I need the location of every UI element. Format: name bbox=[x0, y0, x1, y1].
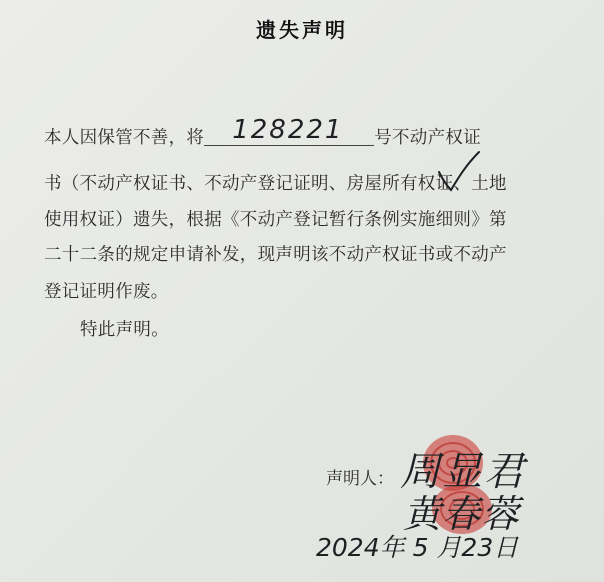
paragraph-line-3: 使用权证）遗失，根据《不动产登记暂行条例实施细则》第 bbox=[44, 210, 507, 230]
closing-statement: 特此声明。 bbox=[80, 320, 169, 340]
signature-2: 黄春蓉 bbox=[403, 492, 521, 536]
paragraph-line-2: 书（不动产权证书、不动产登记证明、房屋所有权证、土地 bbox=[44, 174, 507, 194]
paragraph-line-1-after: 号不动产权证 bbox=[374, 128, 482, 148]
document-title: 遗失声明 bbox=[256, 18, 348, 42]
paragraph-line-1-before: 本人因保管不善，将 bbox=[44, 128, 205, 148]
signature-1: 周显君 bbox=[400, 449, 526, 495]
certificate-number-blank bbox=[204, 115, 374, 146]
handwritten-date: 2024年 5 月23日 bbox=[316, 533, 519, 562]
declarant-label: 声明人： bbox=[326, 469, 394, 489]
check-mark-icon bbox=[433, 150, 483, 198]
paragraph-line-4: 二十二条的规定申请补发，现声明该不动产权证书或不动产 bbox=[44, 245, 507, 265]
paragraph-line-1 bbox=[44, 115, 482, 149]
paragraph-line-5: 登记证明作废。 bbox=[44, 282, 169, 302]
certificate-number-handwritten: 128221 bbox=[232, 115, 344, 145]
